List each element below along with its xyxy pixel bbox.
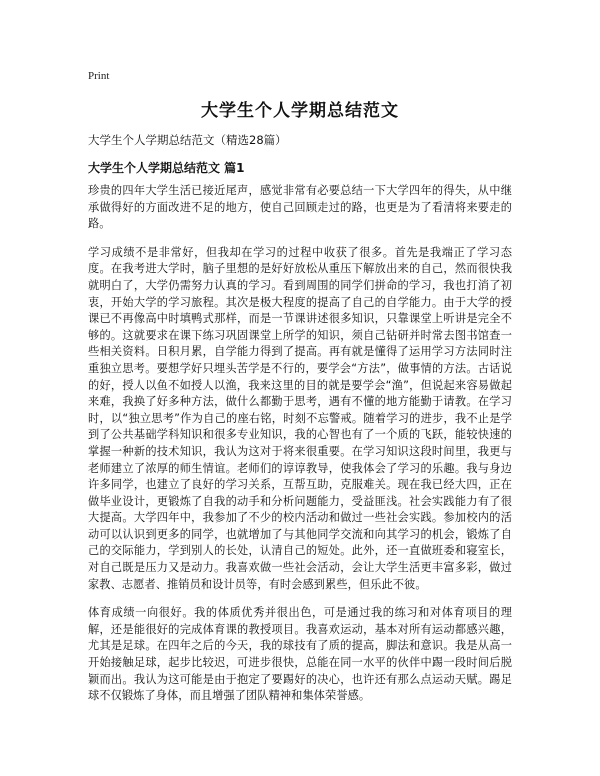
paragraph-intro: 珍贵的四年大学生活已接近尾声，感觉非常有必要总结一下大学四年的得失，从中继承做得好的方面改进不足的地方，使自己回顾走过的路，也更是为了看清将来要走的路。 xyxy=(88,184,512,231)
paragraph-study: 学习成绩不是非常好，但我却在学习的过程中收获了很多。首先是我端正了学习态度。在我考进大学时，脑子里想的是好好放松从重压下解放出来的自己，然而很快我就明白了，大学仍需努力认真的学习。看到周围的同学们拼命的学习，我也打消了初衷，开始大学的学习旅程。其次是极大程度的提高了自己的自学能力。由于大学的授课已不再像高中时填鸭式那样，而是一节课讲述很多知识，只靠课堂上听讲是完全不够的。这就要求在课下练习巩固课堂上所学的知识，须自己钻研并时常去图书馆查一些相关资料。日积月累，自学能力得到了提高。再有就是懂得了运用学习方法同时注重独立思考。要想学好只埋头苦学是不行的，要学会“方法”，做事情的方法。古话说的好，授人以鱼不如授人以渔，我来这里的目的就是要学会“渔”，但说起来容易做起来难，我换了好多种方法，做什么都勤于思考，遇有不懂的地方能勤于请教。在学习时，以“独立思考”作为自己的座右铭，时刻不忘警戒。随着学习的进步，我不止是学到了公共基础学科知识和很多专业知识，我的心智也有了一个质的飞跃，能较快速的掌握一种新的技术知识，我认为这对于将来很重要。在学习知识这段时间里，我更与老师建立了浓厚的师生情谊。老师们的谆谆教导，使我体会了学习的乐趣。我与身边许多同学，也建立了良好的学习关系，互帮互助，克服难关。现在我已经大四，正在做毕业设计，更锻炼了自我的动手和分析问题能力，受益匪浅。社会实践能力有了很大提高。大学四年中，我参加了不少的校内活动和做过一些社会实践。参加校内的活动可以认识到更多的同学，也就增加了与其他同学交流和向其学习的机会，锻炼了自己的交际能力，学到别人的长处，认清自己的短处。此外，还一直做班委和寝室长，对自己既是压力又是动力。我喜欢做一些社会活动，会让大学生活更丰富多彩，做过家教、志愿者、推销员和设计员等，有时会感到累些，但乐此不彼。 xyxy=(88,245,512,591)
document-subtitle: 大学生个人学期总结范文（精选28篇） xyxy=(88,133,287,147)
section-heading: 大学生个人学期总结范文 篇1 xyxy=(88,161,245,175)
paragraph-sports: 体育成绩一向很好。我的体质优秀并很出色，可是通过我的练习和对体育项目的理解，还是能很好的完成体育课的教授项目。我喜欢运动，基本对所有运动都感兴趣，尤其是足球。在四年之后的今天，我的球技有了质的提高，脚法和意识。我是从高一开始接触足球，起步比较迟，可进步很快，总能在同一水平的伙伴中踢一段时间后脱颖而出。我认为这可能是由于抱定了要踢好的决心，也许还有那么点运动天赋。踢足球不仅锻炼了身体，而且增强了团队精神和集体荣誉感。 xyxy=(88,606,512,703)
document-title: 大学生个人学期总结范文 xyxy=(201,101,399,121)
article-body xyxy=(88,183,512,717)
print-link[interactable]: Print xyxy=(88,70,110,82)
